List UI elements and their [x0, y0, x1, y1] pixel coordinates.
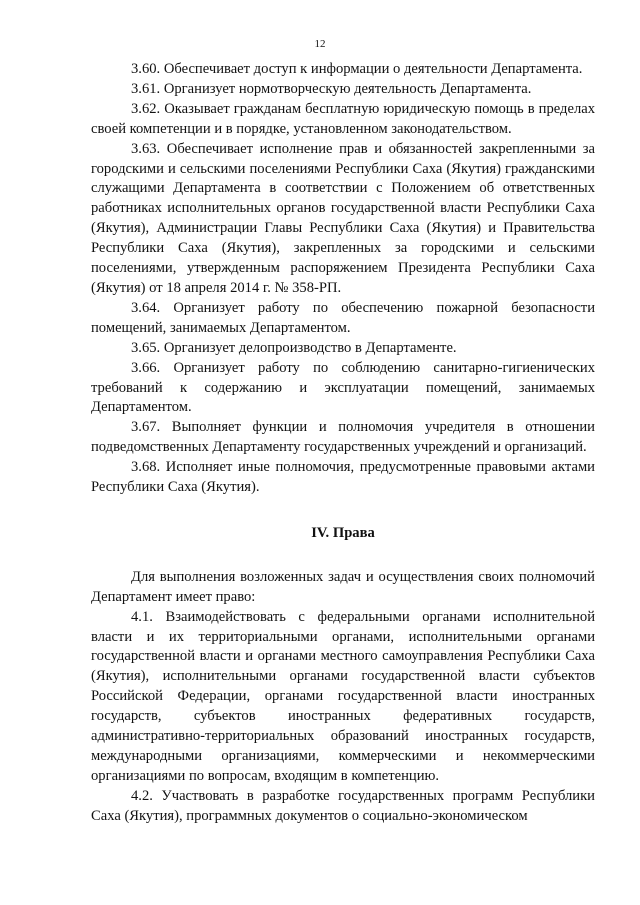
paragraph-rights-intro: Для выполнения возложенных задач и осуществления своих полномочий Департамент имеет право: [91, 568, 595, 605]
paragraph-3-65: 3.65. Организует делопроизводство в Департаменте. [131, 339, 457, 356]
paragraph-3-61: 3.61. Организует нормотворческую деятельность Департамента. [131, 80, 532, 97]
paragraph-4-1: 4.1. Взаимодействовать с федеральными органами исполнительной власти и их территориальными органами, исполнительными органами государственной власти и органами местного самоуправления Республики Саха (Якутия), исполнительными органами государственной власти субъектов Российской Федерации, органами государственной власти иностранных государств, субъектов иностранных федеративных государств, административно-территориальных образований иностранных государств, международными организациями, коммерческими и некоммерческими организациями по вопросам, входящим в компетенцию. [91, 608, 595, 784]
paragraph-4-2: 4.2. Участвовать в разработке государственных программ Республики Саха (Якутия), программных документов о социально-экономическом [91, 787, 595, 824]
paragraph-3-62: 3.62. Оказывает гражданам бесплатную юридическую помощь в пределах своей компетенции и в порядке, установленном законодательством. [91, 100, 595, 137]
section-heading: IV. Права [311, 524, 375, 541]
document-body [91, 60, 595, 827]
paragraph-3-67: 3.67. Выполняет функции и полномочия учредителя в отношении подведомственных Департаменту государственных учреждений и организаций. [91, 419, 595, 456]
paragraph-3-66: 3.66. Организует работу по соблюдению санитарно-гигиенических требований к содержанию и эксплуатации помещений, занимаемых Департаментом. [91, 359, 595, 416]
paragraph-3-64: 3.64. Организует работу по обеспечению пожарной безопасности помещений, занимаемых Департаментом. [91, 299, 595, 336]
paragraph-3-60: 3.60. Обеспечивает доступ к информации о деятельности Департамента. [131, 61, 583, 77]
paragraph-3-68: 3.68. Исполняет иные полномочия, предусмотренные правовыми актами Республики Саха (Якутия). [91, 459, 595, 496]
page-number: 12 [314, 38, 326, 50]
paragraph-3-63: 3.63. Обеспечивает исполнение прав и обязанностей закрепленными за городскими и сельскими поселениями Республики Саха (Якутия) гражданскими служащими Департамента в соответствии с Положением об ответственных работниках исполнительных органов государственной власти Республики Саха (Якутия), Администрации Главы Республики Саха (Якутия) и Правительства Республики Саха (Якутия), закрепленных за городскими и сельскими поселениями, утвержденным распоряжением Президента Республики Саха (Якутия) от 18 апреля 2014 г. № 358-РП. [91, 140, 595, 296]
